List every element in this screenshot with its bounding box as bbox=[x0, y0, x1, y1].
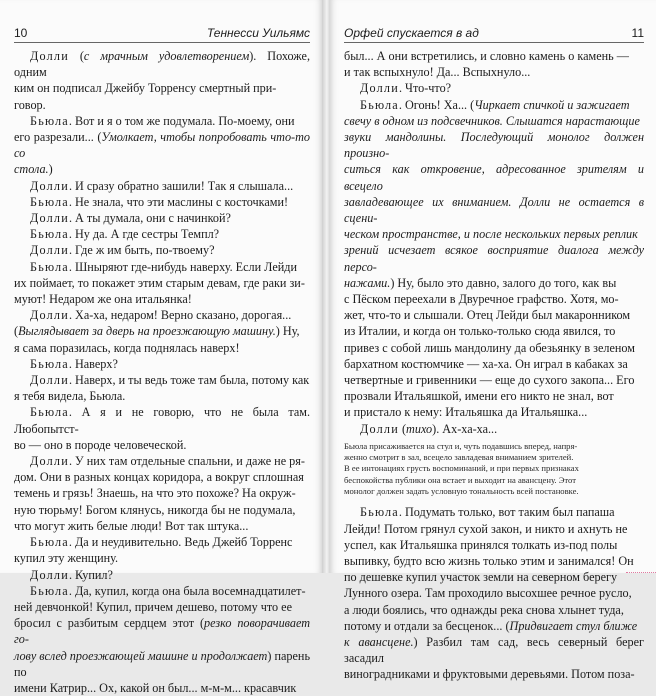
paragraph: Долли (тихо). Ах-ха-ха... bbox=[360, 421, 498, 436]
left-page bbox=[0, 0, 322, 695]
running-head-title: Теннесси Уильямс bbox=[206, 26, 310, 40]
right-page-body bbox=[344, 48, 644, 683]
paragraph: Бьюла. Огонь! Ха... (Чиркает спичкой и зажигает свечу в одном из подсвечников. Слышатся нарастающие звуки мандолины. Последующий монолог должен произно- ситься как откровение, адресованное зрителям и всецело завладевающее их вниманием. Долли не остается в сцени- ческом пространстве, и после нескольких первых реплик зрений исчезает всякое восприятие диалога между персо- нажами.) Ну, было это давно, залого до того, как вы с Пёском переехали в Двуречное графство. Хотя, мо- жет, что-то и слышали. Отец Лейди был макаронником из Италии, и когда он только-только сюда явился, то привез с собой лишь мандолину да обезьянку в зеленом бархатном костюмчике — ха-ха. Он играл в кабаках за четвертные и гривенники — еще до сухого закопа... Его прозвали Итальяшкой, имени его никто не знал, вот и пристало к нему: Итальяшка да Итальяшка... bbox=[344, 97, 644, 420]
paragraph: Бьюла. Подумать только, вот таким был папаша Лейди! Потом грянул сухой закон, и никто и ахнуть не успел, как Итальяшка принялся толкать из-под полы выпивку, будто всю жизнь только этим и занимался! Он по дешевке купил участок земли на северном берегу Лунного озера. Там проходило высохшее речное русло, а люди боялись, что однажды река снова хлынет туда, потому и отдали за бесценок... (Придвигает стул ближе к авансцене.) Разбил там сад, весь северный берег засадил виноградниками и фруктовыми деревьями. Потом поза- bbox=[344, 505, 644, 682]
paragraph: Долли. Ха-ха, недаром! Верно сказано, дорогая... (Выглядывает за дверь на проезжающую машину.) Ну, я сама поразилась, когда поднялась наверх! bbox=[14, 308, 300, 355]
paragraph: Бьюла. Наверх? bbox=[30, 356, 118, 371]
page-number: 10 bbox=[14, 26, 28, 40]
paragraph: Долли. У них там отдельные спальни, и даже не ря- дом. Они в разных концах коридора, а вокруг сплошная темень и грязь! Знаешь, на что это похоже? На окруж- ную тюрьму! Богом клянусь, никогда бы не подумала, что могут жить белые люди! Вот так штука... bbox=[14, 454, 305, 533]
right-page bbox=[330, 0, 656, 682]
paragraph: Бьюла. Не знала, что эти маслины с косточками! bbox=[30, 194, 289, 209]
header-rule bbox=[14, 42, 310, 43]
paragraph: Долли. Купил? bbox=[30, 567, 113, 582]
header-rule bbox=[344, 42, 644, 43]
paragraph: был... А они встретились, и словно камень о камень — и так вспыхнуло! Да... Вспыхнуло... bbox=[344, 49, 629, 80]
paragraph: Бьюла. Да, купил, когда она была восемнадцатилет- ней девчонкой! Купил, причем дешево, потому что ее бросил с разбитым сердцем этот (резко поворачивает го- лову вслед проезжающей машине и продолжает) парень по имени Катрир... Ох, какой он был... м-м-м... красавчик bbox=[14, 583, 311, 695]
paragraph: Долли. Наверх, и ты ведь тоже там была, потому как я тебя видела, Бьюла. bbox=[14, 373, 310, 404]
paragraph: Бьюла. А я и не говорю, что не была там. Любопытст- во — оно в породе человеческой. bbox=[14, 405, 310, 452]
paragraph: Долли (с мрачным удовлетворением). Похоже, одним ким он подписал Джейбу Торренсу смертный при- говор. bbox=[14, 49, 310, 112]
left-page-body bbox=[14, 48, 310, 696]
paragraph: Бьюла. Да и неудивительно. Ведь Джейб Торренс купил эту женщину. bbox=[14, 535, 293, 566]
book-gutter bbox=[322, 0, 330, 573]
paragraph: Долли. И сразу обратно зашили! Так я слышала... bbox=[30, 178, 294, 193]
stage-direction-note: Бьюла присаживается на стул и, чуть подавшись вперед, напря- женно смотрит в зал, всецело завладевая вниманием зрителей. В ее интонациях грусть воспоминаний, и при первых признаках беспокойства публики она встает и выходит на авансцену. Этот монолог должен задать условную тональность всей постановке. bbox=[344, 440, 579, 497]
paragraph: Бьюла. Вот и я о том же подумала. По-моему, они его разрезали... (Умолкает, чтобы попробовать что-то со стола.) bbox=[14, 113, 310, 177]
paragraph: Долли. Где ж им быть, по-твоему? bbox=[30, 243, 215, 258]
paragraph: Бьюла. Ну да. А где сестры Темпл? bbox=[30, 227, 220, 242]
paragraph: Бьюла. Шныряют где-нибудь наверху. Если Лейди их поймает, то покажет этим старым девам, где раки зи- муют! Недаром же она итальянка! bbox=[14, 259, 305, 307]
page-number: 11 bbox=[631, 26, 644, 40]
running-head-title: Орфей спускается в ад bbox=[344, 26, 479, 40]
page-edge-mark bbox=[626, 567, 656, 573]
paragraph: Долли. А ты думала, они с начинкой? bbox=[30, 211, 231, 226]
paragraph: Долли. Что-что? bbox=[360, 81, 452, 96]
